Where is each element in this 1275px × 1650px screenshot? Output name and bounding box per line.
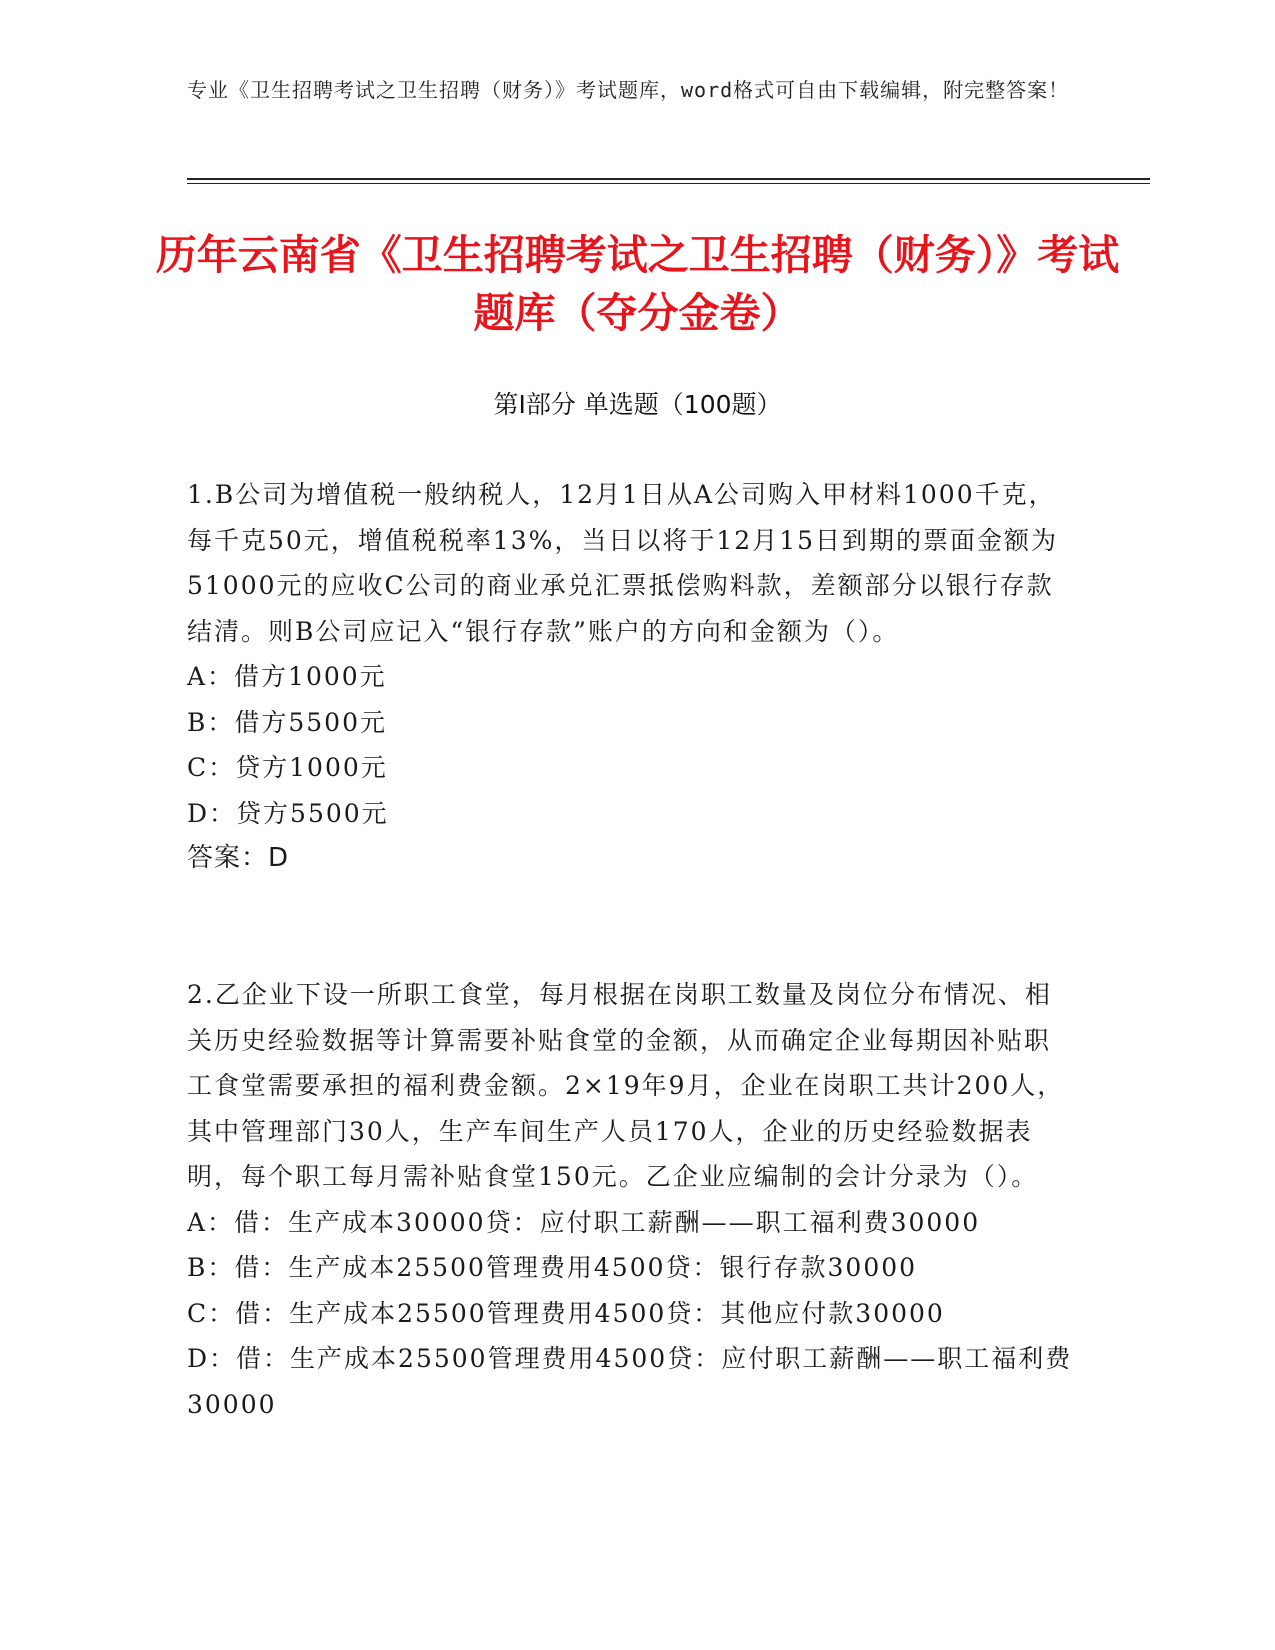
question-2 [187,972,1077,1427]
header-note: 专业《卫生招聘考试之卫生招聘（财务）》考试题库，word格式可自由下载编辑，附完整答案！ [187,78,1070,102]
option-c: C：借：生产成本25500管理费用4500贷：其他应付款30000 [187,1298,945,1328]
option-d: D：借：生产成本25500管理费用4500贷：应付职工薪酬——职工福利费30000 [187,1344,1073,1419]
question-1 [187,472,1077,882]
question-stem: 1.B公司为增值税一般纳税人，12月1日从A公司购入甲材料1000千克，每千克50元，增值税税率13%，当日以将于12月15日到期的票面金额为51000元的应收C公司的商业承兑汇票抵偿购料款，差额部分以银行存款结清。则B公司应记入“银行存款”账户的方向和金额为（）。 [187,480,1059,646]
option-a: A：借方1000元 [187,662,387,691]
document-title: 历年云南省《卫生招聘考试之卫生招聘（财务）》考试题库（夺分金卷） [155,231,1120,337]
option-d: D：贷方5500元 [187,798,389,828]
option-a: A：借：生产成本30000贷：应付职工薪酬——职工福利费30000 [187,1207,981,1237]
section-heading: 第I部分 单选题（100题） [493,390,782,419]
answer: 答案：D [187,843,290,873]
header-divider-thick [187,178,1150,180]
option-b: B：借：生产成本25500管理费用4500贷：银行存款30000 [187,1253,918,1282]
option-b: B：借方5500元 [187,707,387,737]
question-stem: 2.乙企业下设一所职工食堂，每月根据在岗职工数量及岗位分布情况、相关历史经验数据等计算需要补贴食堂的金额，从而确定企业每期因补贴职工食堂需要承担的福利费金额。2×19年9月，企业在岗职工共计200人，其中管理部门30人，生产车间生产人员170人，企业的历史经验数据表明，每个职工每月需补贴食堂150元。乙企业应编制的会计分录为（）。 [187,980,1065,1191]
option-c: C：贷方1000元 [187,753,388,782]
header-divider-thin [187,183,1150,184]
